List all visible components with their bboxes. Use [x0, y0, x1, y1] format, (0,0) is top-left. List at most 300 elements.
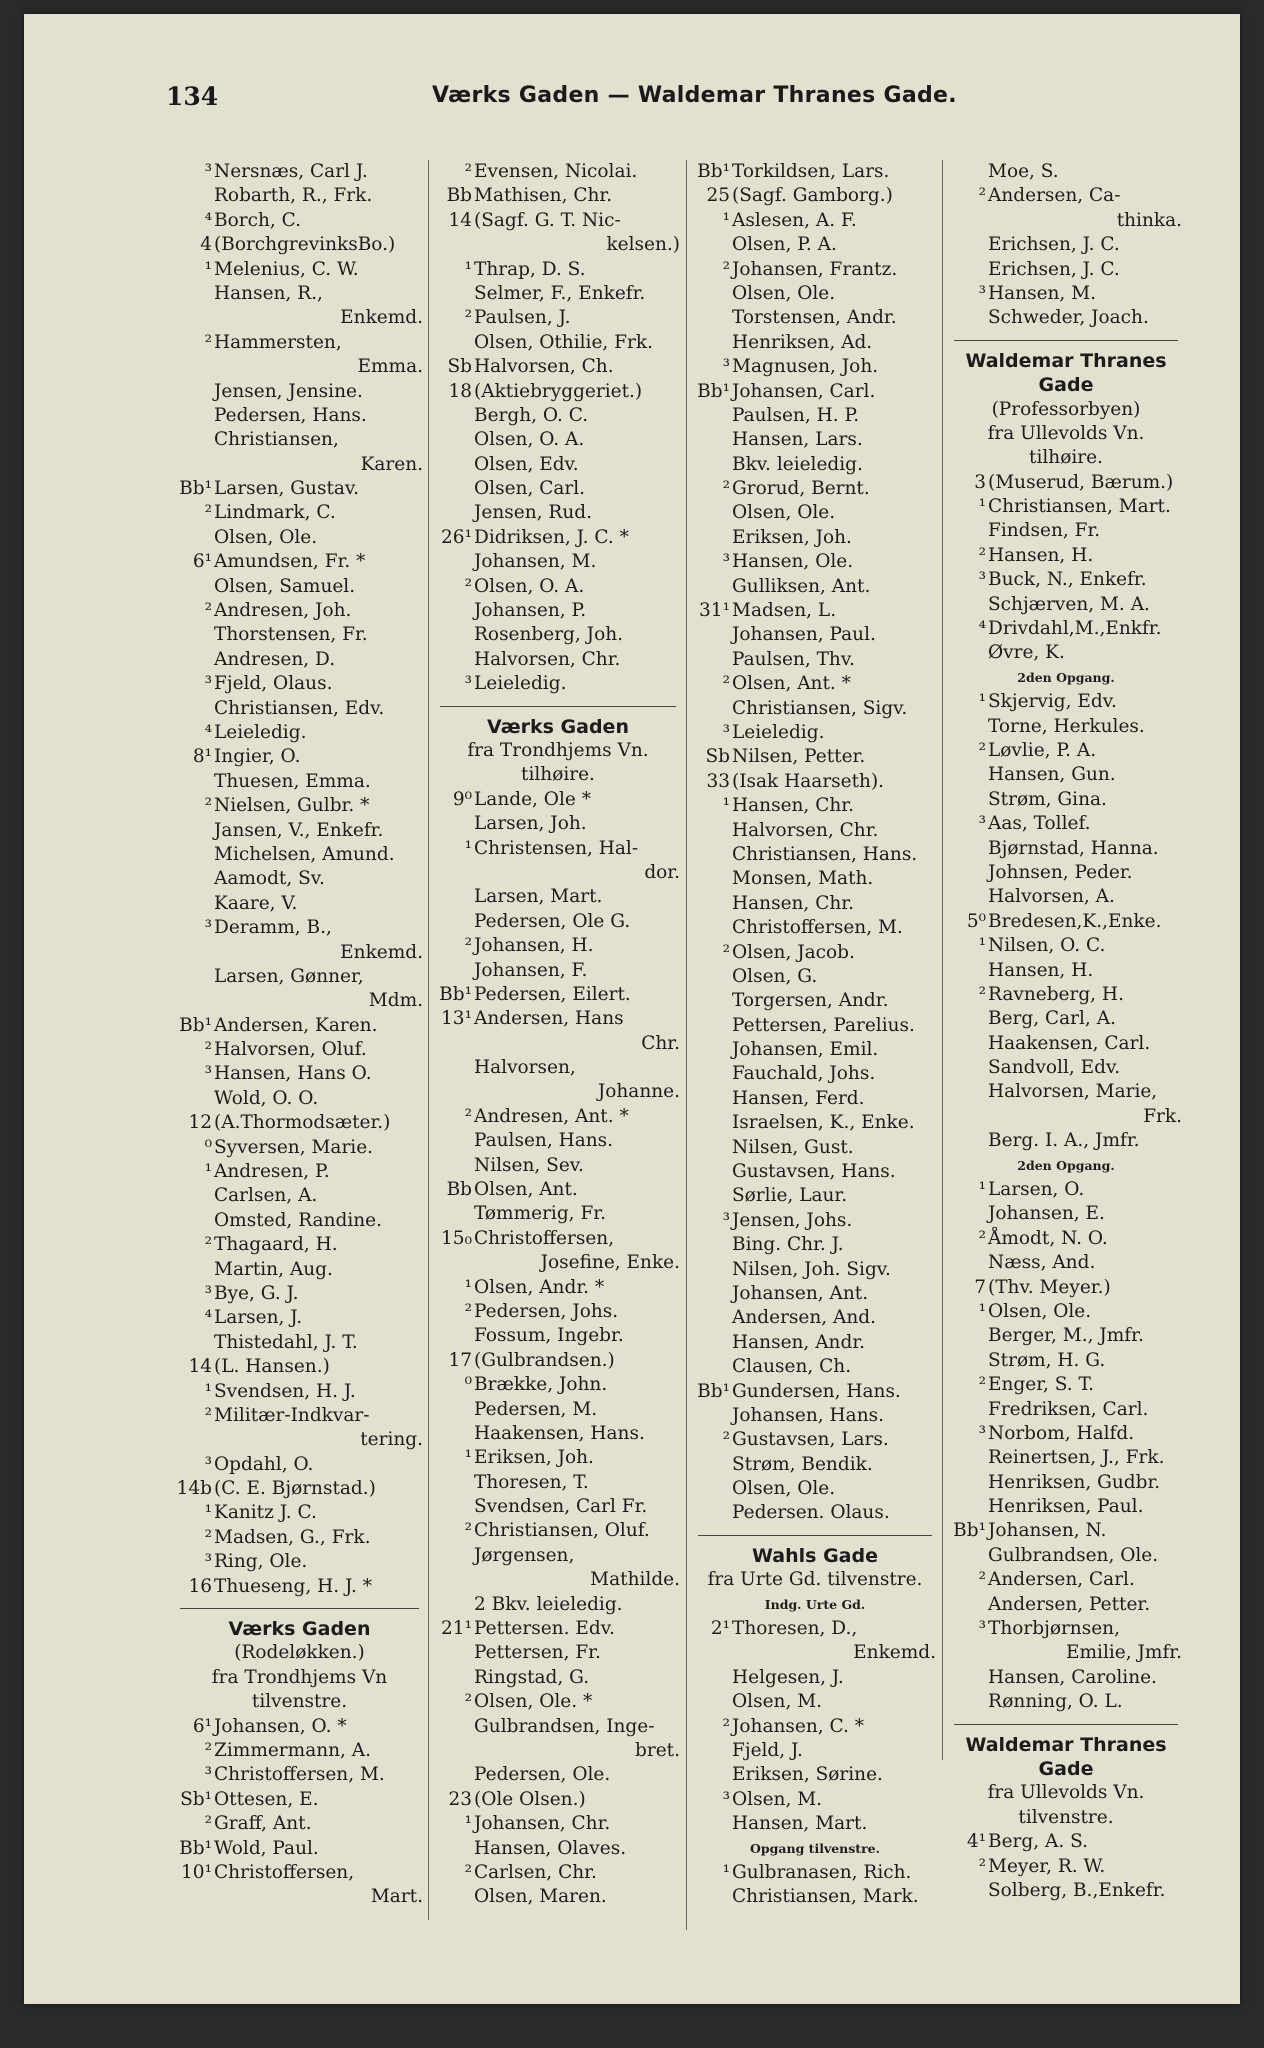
resident-name: Olsen, M. [732, 1788, 823, 1810]
resident-name: (Gulbrandsen.) [474, 1349, 615, 1371]
entrance-note: Indg. Urte Gd. [764, 1596, 866, 1612]
directory-page [24, 14, 1240, 2004]
directory-entry [946, 812, 1186, 836]
house-number: ⁴ [204, 209, 212, 231]
resident-name: Bredesen,K.,Enke. [988, 910, 1162, 932]
resident-name: Hansen, M. [988, 282, 1097, 304]
house-number: ¹ [464, 1447, 472, 1469]
house-number: ² [978, 1569, 986, 1591]
directory-entry [432, 184, 684, 208]
street-subheading: fra Ullevolds Vn. [987, 422, 1145, 444]
entry-continuation: Emma. [357, 356, 423, 378]
directory-entry [432, 1641, 684, 1665]
directory-entry [690, 1136, 940, 1160]
resident-name: Christoffersen, [474, 1227, 615, 1249]
entry-continuation: thinka. [1116, 209, 1182, 231]
resident-name: Johansen, Carl. [732, 380, 876, 402]
directory-entry [690, 648, 940, 672]
directory-entry [172, 1501, 427, 1525]
directory-entry [946, 1300, 1186, 1324]
resident-name: Paulsen, H. P. [732, 404, 860, 426]
house-number: ³ [464, 673, 472, 695]
resident-name: Christensen, Hal- [474, 837, 639, 859]
resident-name: Gundersen, Hans. [732, 1380, 901, 1402]
directory-entry [690, 1812, 940, 1836]
resident-name: Erichsen, J. C. [988, 234, 1120, 256]
resident-name: Olsen, Ole. [988, 1300, 1092, 1322]
resident-name: Andersen, Hans [474, 1008, 624, 1030]
directory-entry [946, 1202, 1186, 1226]
house-number: 2¹ [710, 1618, 730, 1640]
resident-name: Hansen, Caroline. [988, 1666, 1157, 1688]
resident-name: Carlsen, A. [214, 1185, 318, 1207]
resident-name: Skjervig, Edv. [988, 691, 1117, 713]
directory-entry [172, 1038, 427, 1062]
directory-entry [432, 934, 684, 958]
resident-name: Thorbjørnsen, [988, 1618, 1120, 1640]
directory-entry [946, 1251, 1186, 1275]
directory-entry [432, 959, 684, 983]
resident-name: (BorchgrevinksBo.) [214, 234, 396, 256]
resident-name: Grorud, Bernt. [732, 478, 870, 500]
resident-name: Halvorsen, Chr. [732, 819, 879, 841]
directory-entry [690, 501, 940, 525]
resident-name: Hansen, R., [214, 282, 323, 304]
directory-entry [432, 599, 684, 623]
resident-name: Strøm, Gina. [988, 788, 1107, 810]
directory-entry [432, 1690, 684, 1714]
resident-name: Buck, N., Enkefr. [988, 569, 1147, 591]
directory-entry [690, 1404, 940, 1428]
resident-name: Hansen, Ferd. [732, 1087, 865, 1109]
street-heading: Waldemar Thranes [965, 1733, 1167, 1756]
house-number: Bb¹ [697, 161, 730, 182]
directory-entry [172, 1861, 427, 1885]
resident-name: Halvorsen, A. [988, 886, 1115, 908]
house-number: ² [204, 600, 212, 622]
directory-entry [432, 355, 684, 379]
directory-entry [946, 1276, 1186, 1300]
directory-entry [172, 1837, 427, 1861]
resident-name: Lindmark, C. [214, 502, 336, 524]
resident-name: Eriksen, Joh. [474, 1447, 594, 1469]
resident-name: Thagaard, H. [214, 1234, 338, 1256]
house-number: ³ [204, 1551, 212, 1573]
house-number: 4 [200, 234, 212, 256]
resident-name: Løvlie, P. A. [988, 739, 1097, 761]
house-number: ¹ [978, 691, 986, 713]
directory-entry [690, 184, 940, 208]
resident-name: Lande, Ole * [474, 788, 591, 810]
street-subheading: tilhøire. [521, 764, 595, 786]
directory-entry [172, 1160, 427, 1184]
directory-entry [690, 1184, 940, 1208]
directory-entry [946, 885, 1186, 909]
resident-name: Findsen, Fr. [988, 520, 1101, 542]
directory-entry [946, 1349, 1186, 1373]
resident-name: Ringstad, G. [474, 1666, 590, 1688]
section-divider [946, 1715, 1186, 1733]
street-heading: Wahls Gade [752, 1544, 878, 1567]
house-number: Bb¹ [179, 1014, 212, 1036]
directory-entry [172, 892, 427, 916]
directory-entry [690, 1690, 940, 1714]
house-number: 4¹ [966, 1831, 986, 1853]
directory-entry [946, 959, 1186, 983]
resident-name: Johansen, Chr. [474, 1813, 611, 1835]
directory-entry [432, 1593, 684, 1617]
house-number: 15₀ [441, 1227, 472, 1249]
resident-name: Gulbrandsen, Ole. [988, 1544, 1159, 1566]
resident-name: Torstensen, Andr. [732, 307, 897, 329]
directory-entry [946, 282, 1186, 306]
resident-name: Larsen, Joh. [474, 813, 587, 835]
resident-name: Olsen, Ole. [732, 502, 836, 524]
directory-entry [432, 306, 684, 330]
resident-name: Pedersen, Eilert. [474, 983, 631, 1005]
directory-entry [690, 1062, 940, 1086]
entrance-note: 2den Opgang. [1017, 669, 1115, 685]
house-number: ³ [978, 813, 986, 835]
directory-entry [172, 233, 427, 257]
directory-entry [946, 1471, 1186, 1495]
street-subheading: fra Trondhjems Vn [211, 1666, 388, 1688]
directory-entry [690, 233, 940, 257]
house-number: 14 [188, 1356, 212, 1378]
resident-name: Haakensen, Carl. [988, 1032, 1151, 1054]
resident-name: Selmer, F., Enkefr. [474, 282, 646, 304]
directory-entry [172, 1087, 427, 1111]
directory-entry [172, 1014, 427, 1038]
column-rule-2 [686, 160, 687, 1930]
directory-entry [172, 1111, 427, 1135]
directory-entry [690, 209, 940, 233]
directory-entry [946, 160, 1186, 184]
directory-entry [172, 282, 427, 306]
house-number: ¹ [464, 1276, 472, 1298]
house-number: ² [204, 1740, 212, 1761]
directory-entry [690, 1233, 940, 1257]
resident-name: Ring, Ole. [214, 1551, 308, 1573]
directory-entry [432, 885, 684, 909]
resident-name: Andersen, And. [732, 1307, 877, 1329]
directory-entry [432, 1861, 684, 1885]
directory-entry [946, 1617, 1186, 1641]
directory-entry [432, 623, 684, 647]
resident-name: Christiansen, Mart. [988, 496, 1171, 518]
directory-entry [432, 1763, 684, 1787]
house-number: 14b [176, 1478, 212, 1500]
running-title: Værks Gaden — Waldemar Thranes Gade. [432, 83, 957, 108]
directory-entry [172, 501, 427, 525]
directory-entry [172, 1380, 427, 1404]
resident-name: Israelsen, K., Enke. [732, 1112, 915, 1134]
directory-entry [172, 1184, 427, 1208]
house-number: 33 [706, 770, 730, 792]
resident-name: Olsen, Ant. * [732, 673, 851, 695]
entry-continuation: Frk. [1143, 1105, 1182, 1127]
directory-entry [172, 1331, 427, 1355]
resident-name: Larsen, Gustav. [214, 478, 360, 500]
directory-entry [432, 477, 684, 501]
directory-entry [946, 519, 1186, 543]
street-heading: Værks Gaden [228, 1618, 371, 1641]
directory-entry [946, 1324, 1186, 1348]
directory-entry [172, 404, 427, 428]
section-divider [172, 1599, 427, 1617]
house-number: ² [204, 1526, 212, 1548]
resident-name: Helgesen, J. [732, 1666, 844, 1688]
resident-name: Berg, Carl, A. [988, 1008, 1116, 1030]
house-number: 16 [188, 1575, 212, 1597]
directory-entry [172, 1062, 427, 1086]
resident-name: Kanitz J. C. [214, 1502, 317, 1524]
house-number: 10¹ [181, 1861, 212, 1883]
resident-name: Hansen, Chr. [732, 795, 854, 817]
directory-entry [690, 1428, 940, 1452]
resident-name: Johansen, P. [474, 600, 587, 622]
directory-entry [946, 934, 1186, 958]
resident-name: Berger, M., Jmfr. [988, 1325, 1144, 1347]
directory-entry [172, 843, 427, 867]
house-number: ² [722, 941, 730, 963]
resident-name: Olsen, Andr. * [474, 1276, 605, 1298]
directory-entry [172, 1306, 427, 1330]
house-number: Bb [446, 1179, 472, 1201]
resident-name: Johansen, E. [988, 1203, 1105, 1225]
directory-entry [690, 1355, 940, 1379]
directory-entry [946, 471, 1186, 495]
house-number: ⁰ [464, 1374, 472, 1396]
directory-entry [690, 477, 940, 501]
resident-name: Leieledig. [732, 721, 825, 743]
directory-entry [172, 331, 427, 355]
resident-name: Andresen, P. [214, 1161, 330, 1183]
resident-name: Olsen, M. [732, 1691, 823, 1713]
directory-entry [432, 1202, 684, 1226]
resident-name: Enger, S. T. [988, 1374, 1095, 1396]
resident-name: Thrap, D. S. [474, 258, 586, 280]
resident-name: Johnsen, Peder. [988, 861, 1133, 883]
resident-name: Carlsen, Chr. [474, 1861, 597, 1883]
resident-name: Deramm, B., [214, 917, 332, 939]
directory-entry [172, 526, 427, 550]
resident-name: Omsted, Randine. [214, 1209, 382, 1231]
column-2 [432, 160, 684, 1910]
resident-name: Olsen, Edv. [474, 453, 579, 475]
house-number: Bb¹ [697, 1380, 730, 1402]
column-3 [690, 160, 940, 1910]
directory-entry [690, 745, 940, 769]
resident-name: Thorstensen, Fr. [214, 624, 368, 646]
directory-entry [690, 770, 940, 794]
street-subheading: tilvenstre. [251, 1691, 348, 1713]
directory-entry [432, 526, 684, 550]
resident-name: Pedersen, M. [474, 1398, 598, 1420]
directory-entry [432, 1715, 684, 1739]
resident-name: Hansen, Andr. [732, 1331, 866, 1353]
resident-name: Strøm, Bendik. [732, 1453, 873, 1475]
house-number: ³ [978, 569, 986, 591]
directory-entry [172, 916, 427, 940]
directory-entry [690, 721, 940, 745]
directory-entry [172, 623, 427, 647]
resident-name: (C. E. Bjørnstad.) [214, 1478, 376, 1500]
resident-name: Thuesen, Emma. [214, 770, 371, 792]
house-number: ³ [722, 1788, 730, 1810]
directory-entry [946, 617, 1186, 641]
directory-entry [690, 697, 940, 721]
directory-entry [690, 1788, 940, 1812]
resident-name: Drivdahl,M.,Enkfr. [988, 618, 1162, 640]
resident-name: Christiansen, Hans. [732, 843, 918, 865]
resident-name: Andersen, Karen. [214, 1014, 378, 1036]
directory-entry [432, 788, 684, 812]
resident-name: Leieledig. [474, 673, 567, 695]
directory-entry [946, 1227, 1186, 1251]
street-heading: Gade [1038, 374, 1094, 397]
resident-name: Strøm, H. G. [988, 1349, 1106, 1371]
house-number: 31¹ [699, 600, 730, 622]
directory-entry [432, 380, 684, 404]
resident-name: Christoffersen, [214, 1861, 355, 1883]
resident-name: Pedersen, Johs. [474, 1300, 619, 1322]
house-number: ² [978, 983, 986, 1005]
directory-entry [946, 1544, 1186, 1568]
directory-entry [690, 794, 940, 818]
directory-entry [690, 599, 940, 623]
directory-entry [172, 867, 427, 891]
resident-name: Nilsen, Joh. Sigv. [732, 1258, 891, 1280]
directory-entry [172, 648, 427, 672]
directory-entry [946, 910, 1186, 934]
house-number: Bb¹ [179, 478, 212, 500]
house-number: Sb [705, 746, 730, 768]
resident-name: Tømmerig, Fr. [474, 1203, 606, 1225]
resident-name: Wold, Paul. [214, 1837, 319, 1859]
directory-entry [946, 1495, 1186, 1519]
directory-entry [172, 745, 427, 769]
directory-entry [946, 1129, 1186, 1153]
directory-entry [432, 1617, 684, 1641]
resident-name: Nilsen, O. C. [988, 935, 1106, 957]
house-number: 14 [448, 209, 472, 231]
resident-name: Johansen, Frantz. [732, 258, 898, 280]
resident-name: Pettersen, Fr. [474, 1642, 601, 1664]
resident-name: Larsen, J. [214, 1307, 303, 1329]
directory-entry [172, 1209, 427, 1233]
house-number: ⁴ [204, 1307, 212, 1329]
resident-name: Bkv. leieledig. [732, 453, 863, 475]
directory-entry [946, 184, 1186, 208]
directory-entry [432, 672, 684, 696]
directory-entry [946, 983, 1186, 1007]
directory-entry [946, 1080, 1186, 1104]
resident-name: Schjærven, M. A. [988, 593, 1150, 615]
house-number: 8¹ [192, 746, 212, 768]
house-number: ² [204, 1813, 212, 1835]
house-number: Bb¹ [953, 1520, 986, 1542]
directory-entry [946, 544, 1186, 568]
resident-name: Åmodt, N. O. [988, 1227, 1108, 1249]
resident-name: (Isak Haarseth). [732, 770, 885, 792]
directory-entry [432, 404, 684, 428]
house-number: ³ [204, 1764, 212, 1786]
resident-name: Gulliksen, Ant. [732, 575, 871, 597]
directory-entry [946, 1007, 1186, 1031]
resident-name: Aas, Tollef. [988, 813, 1091, 835]
directory-entry [432, 550, 684, 574]
resident-name: Torgersen, Andr. [732, 990, 889, 1012]
house-number: ³ [978, 282, 986, 304]
resident-name: Amundsen, Fr. * [214, 551, 366, 573]
resident-name: Hansen, H. [988, 959, 1094, 981]
directory-entry [690, 1666, 940, 1690]
resident-name: Jensen, Rud. [474, 502, 592, 524]
directory-entry [690, 331, 940, 355]
directory-entry [432, 1837, 684, 1861]
street-heading: Værks Gaden [487, 715, 629, 738]
house-number: ¹ [978, 935, 986, 957]
resident-name: Christiansen, Mark. [732, 1886, 919, 1908]
directory-entry [432, 1349, 684, 1373]
resident-name: Andresen, Joh. [214, 600, 352, 622]
directory-entry [690, 453, 940, 477]
resident-name: Norbom, Halfd. [988, 1422, 1135, 1444]
resident-name: Halvorsen, [474, 1057, 576, 1079]
house-number: ² [722, 673, 730, 695]
resident-name: Christiansen, Sigv. [732, 697, 908, 719]
entry-continuation: Chr. [641, 1032, 680, 1054]
resident-name: Thueseng, H. J. * [214, 1575, 372, 1597]
house-number: ⁰ [204, 1136, 212, 1158]
directory-entry [946, 495, 1186, 519]
directory-entry [172, 209, 427, 233]
resident-name: Øvre, K. [988, 642, 1065, 664]
directory-entry [690, 1453, 940, 1477]
section-divider [946, 331, 1186, 349]
street-subheading: tilhøire. [1029, 447, 1103, 469]
directory-entry [432, 1154, 684, 1178]
directory-entry [432, 1495, 684, 1519]
house-number: ² [464, 161, 472, 182]
resident-name: Larsen, Gønner, [214, 965, 364, 987]
resident-name: Erichsen, J. C. [988, 258, 1120, 280]
resident-name: Hansen, Ole. [732, 551, 854, 573]
house-number: 17 [448, 1349, 472, 1371]
entry-continuation: Mdm. [368, 990, 423, 1012]
resident-name: Eriksen, Joh. [732, 526, 852, 548]
resident-name: (Muserud, Bærum.) [988, 471, 1174, 493]
resident-name: Monsen, Math. [732, 868, 874, 890]
directory-entry [946, 1830, 1186, 1854]
resident-name: Torne, Herkules. [988, 715, 1145, 737]
resident-name: Didriksen, J. C. * [474, 526, 629, 548]
resident-name: Fauchald, Johs. [732, 1063, 876, 1085]
directory-entry [690, 1014, 940, 1038]
house-number: Sb¹ [180, 1788, 212, 1810]
directory-entry [432, 1544, 684, 1568]
resident-name: Hansen, Gun. [988, 764, 1116, 786]
directory-entry [172, 1526, 427, 1550]
house-number: ² [978, 1227, 986, 1249]
resident-name: Bing. Chr. J. [732, 1234, 844, 1256]
directory-entry [690, 941, 940, 965]
resident-name: Nersnæs, Carl J. [214, 161, 368, 182]
directory-entry [172, 428, 427, 452]
directory-entry [690, 1861, 940, 1885]
house-number: ² [464, 307, 472, 329]
